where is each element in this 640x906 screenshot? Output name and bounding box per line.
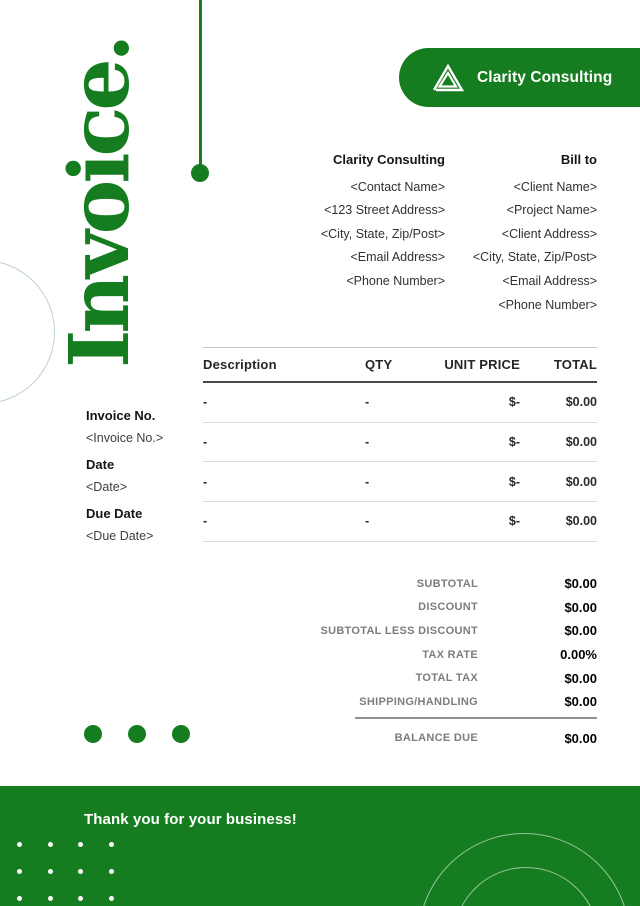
cell-description: -: [203, 514, 208, 529]
invoice-due-date-label: Due Date: [86, 506, 143, 521]
summary-row-total-tax: [297, 666, 597, 690]
cell-description: -: [203, 435, 208, 450]
decor-dot: [172, 725, 190, 743]
cell-total: $0.00: [565, 474, 597, 489]
discount-value: $0.00: [564, 599, 597, 615]
footer-decor-dot: [48, 842, 53, 847]
footer-decor-dot: [17, 896, 22, 901]
col-header-qty: QTY: [365, 357, 393, 372]
client-email: <Email Address>: [502, 273, 597, 288]
cell-total: $0.00: [565, 435, 597, 450]
footer-decor-dot: [78, 896, 83, 901]
project-name: <Project Name>: [506, 203, 597, 218]
footer-decor-dot: [78, 869, 83, 874]
table-row: [203, 502, 597, 542]
footer-decor-dot: [48, 896, 53, 901]
footer-decor-dot: [109, 842, 114, 847]
from-heading: Clarity Consulting: [333, 152, 445, 167]
footer-decor-dot: [78, 842, 83, 847]
subtotal-less-discount-value: $0.00: [564, 623, 597, 639]
from-street-address: <123 Street Address>: [324, 203, 445, 218]
invoice-number-label: Invoice No.: [86, 408, 156, 423]
footer-decor-dot: [48, 869, 53, 874]
balance-due-label: BALANCE DUE: [394, 732, 478, 745]
subtotal-value: $0.00: [564, 576, 597, 592]
cell-qty: -: [365, 514, 370, 529]
shipping-handling-value: $0.00: [564, 694, 597, 710]
footer-decor-dot: [17, 842, 22, 847]
table-row: [203, 383, 597, 423]
tax-rate-value: 0.00%: [560, 647, 597, 663]
invoice-meta-block: [86, 404, 163, 551]
summary-row-subtotal-less-discount: [297, 619, 597, 643]
client-phone: <Phone Number>: [498, 297, 597, 312]
subtotal-less-discount-label: SUBTOTAL LESS DISCOUNT: [320, 624, 478, 637]
footer: [0, 786, 640, 906]
client-name: <Client Name>: [513, 179, 597, 194]
table-row: [203, 423, 597, 463]
discount-label: DISCOUNT: [418, 601, 478, 614]
invoice-due-date-group: [86, 502, 163, 548]
total-tax-value: $0.00: [564, 670, 597, 686]
balance-due-value: $0.00: [564, 730, 597, 746]
table-row: [203, 462, 597, 502]
items-table-header: [203, 347, 597, 383]
col-header-unit-price: UNIT PRICE: [444, 357, 520, 372]
invoice-number-group: [86, 404, 163, 450]
invoice-number-value: <Invoice No.>: [86, 431, 164, 445]
shipping-handling-label: SHIPPING/HANDLING: [359, 695, 478, 708]
footer-message: Thank you for your business!: [84, 811, 297, 828]
decor-circle-outline: [0, 260, 55, 404]
tax-rate-label: TAX RATE: [422, 648, 478, 661]
cell-unit-price: $-: [508, 514, 520, 529]
brand-banner: [399, 48, 640, 107]
summary-row-balance-due: [297, 719, 597, 753]
summary-row-subtotal: [297, 572, 597, 596]
brand-name: Clarity Consulting: [477, 68, 613, 86]
invoice-date-value: <Date>: [86, 480, 128, 494]
subtotal-label: SUBTOTAL: [416, 577, 478, 590]
cell-unit-price: $-: [508, 395, 520, 410]
summary-row-shipping-handling: [297, 690, 597, 714]
cell-qty: -: [365, 395, 370, 410]
total-tax-label: TOTAL TAX: [415, 672, 478, 685]
summary-row-discount: [297, 596, 597, 620]
triangle-logo-icon: [431, 63, 465, 93]
from-block: [321, 148, 445, 294]
cell-qty: -: [365, 435, 370, 450]
cell-unit-price: $-: [508, 474, 520, 489]
from-contact-name: <Contact Name>: [350, 179, 445, 194]
col-header-total: TOTAL: [553, 357, 597, 372]
cell-unit-price: $-: [508, 435, 520, 450]
invoice-date-label: Date: [86, 457, 115, 472]
client-city-state-zip: <City, State, Zip/Post>: [472, 250, 597, 265]
cell-total: $0.00: [565, 395, 597, 410]
footer-decor-dot: [109, 896, 114, 901]
invoice-due-date-value: <Due Date>: [86, 529, 154, 543]
col-header-description: Description: [203, 357, 277, 372]
from-phone: <Phone Number>: [346, 273, 445, 288]
bill-to-block: [473, 148, 597, 317]
summary-section: [297, 572, 597, 753]
page-title: Invoice.: [52, 37, 148, 369]
from-city-state-zip: <City, State, Zip/Post>: [320, 226, 445, 241]
decor-vertical-line: [199, 0, 202, 169]
cell-description: -: [203, 474, 208, 489]
decor-dot: [84, 725, 102, 743]
invoice-date-group: [86, 453, 163, 499]
from-email: <Email Address>: [350, 250, 445, 265]
footer-decor-dot: [17, 869, 22, 874]
client-address: <Client Address>: [501, 226, 597, 241]
footer-decor-dot: [109, 869, 114, 874]
cell-qty: -: [365, 474, 370, 489]
bill-to-heading: Bill to: [560, 152, 597, 167]
cell-description: -: [203, 395, 208, 410]
decor-line-end-dot: [191, 164, 209, 182]
cell-total: $0.00: [565, 514, 597, 529]
decor-dot: [128, 725, 146, 743]
items-table: [203, 347, 597, 542]
summary-row-tax-rate: [297, 643, 597, 667]
decor-three-dots: [84, 725, 190, 743]
